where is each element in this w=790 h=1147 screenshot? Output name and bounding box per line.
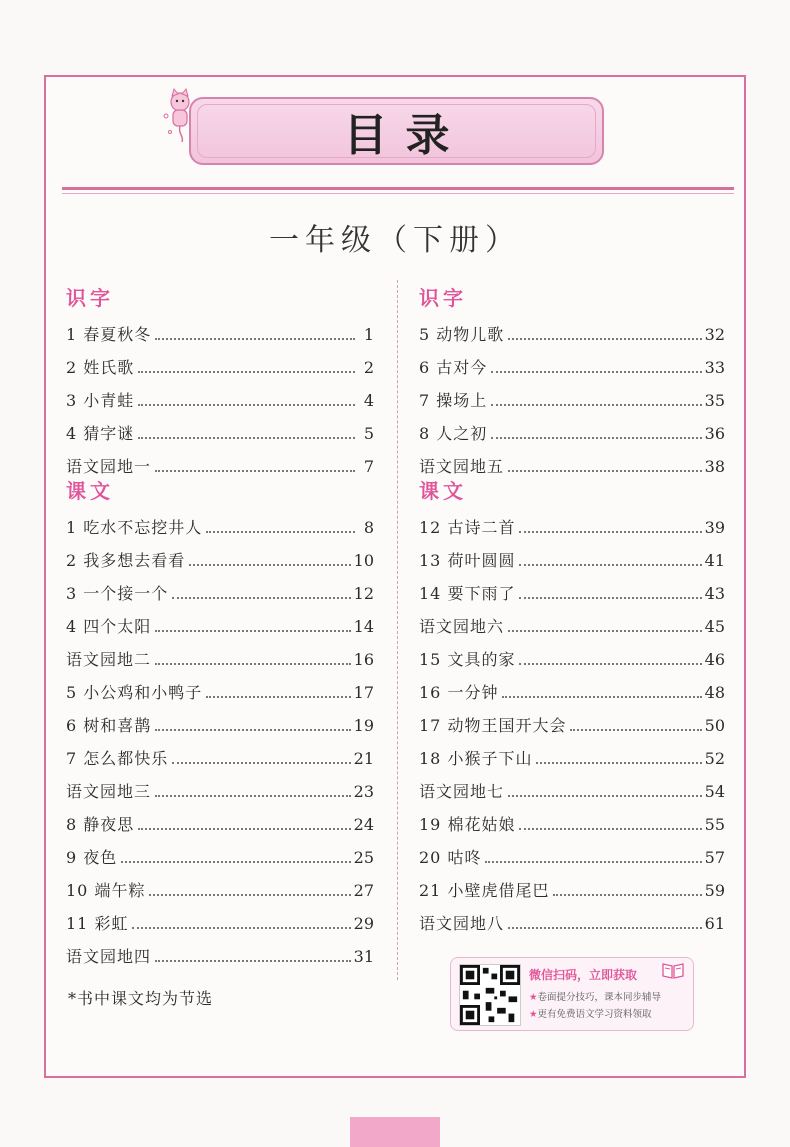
- divider-rule: [62, 187, 734, 190]
- grade-heading: 一年级（下册）: [269, 223, 521, 258]
- toc-entry-page: 38: [704, 457, 725, 476]
- dot-leader: [155, 337, 355, 340]
- toc-entry-page: 33: [704, 358, 725, 377]
- dot-leader: [519, 596, 701, 599]
- section-heading: 课文: [419, 479, 467, 503]
- toc-entry-page: 12: [353, 584, 374, 603]
- toc-entry-page: 7: [363, 457, 374, 476]
- toc-entry-title: 18 小猴子下山: [419, 749, 533, 768]
- dot-leader: [155, 728, 350, 731]
- toc-entry-title: 6 树和喜鹊: [66, 716, 152, 735]
- toc-entry-page: 4: [363, 391, 374, 410]
- qr-benefit-line: ★更有免费语文学习资料领取: [529, 1009, 652, 1020]
- toc-entry-page: 41: [704, 551, 725, 570]
- dot-leader: [508, 794, 702, 797]
- toc-entry[interactable]: [66, 505, 374, 538]
- dot-leader: [155, 629, 350, 632]
- toc-entry[interactable]: [66, 769, 374, 802]
- dot-leader: [155, 794, 351, 797]
- dot-leader: [155, 469, 355, 472]
- toc-entry-title: 8 静夜思: [66, 815, 135, 834]
- toc-entry-page: 61: [704, 914, 725, 933]
- qr-code-icon: [460, 965, 520, 1025]
- toc-entry[interactable]: [419, 345, 725, 378]
- dot-leader: [508, 337, 701, 340]
- toc-entry-page: 43: [704, 584, 725, 603]
- toc-entry-title: 12 古诗二首: [419, 518, 516, 537]
- dot-leader: [519, 563, 701, 566]
- qr-benefit-line: ★卷面提分技巧，课本同步辅导: [529, 992, 662, 1003]
- dot-leader: [121, 860, 350, 863]
- dot-leader: [536, 761, 701, 764]
- qr-code[interactable]: [459, 964, 521, 1026]
- toc-entry[interactable]: [419, 411, 725, 444]
- toc-entry[interactable]: [419, 901, 725, 934]
- toc-entry[interactable]: [66, 444, 374, 477]
- toc-entry-title: 10 端午粽: [66, 881, 146, 900]
- toc-entry-page: 10: [353, 551, 374, 570]
- toc-entry-page: 50: [704, 716, 725, 735]
- toc-entry[interactable]: [66, 868, 374, 901]
- toc-entry-page: 1: [363, 325, 374, 344]
- toc-entry-page: 27: [353, 881, 374, 900]
- dot-leader: [132, 926, 350, 929]
- toc-entry-title: 2 我多想去看看: [66, 551, 186, 570]
- toc-entry[interactable]: [66, 571, 374, 604]
- toc-entry-page: 52: [704, 749, 725, 768]
- toc-entry[interactable]: [66, 378, 374, 411]
- toc-entry-title: 3 一个接一个: [66, 584, 169, 603]
- toc-entry-title: 4 四个太阳: [66, 617, 152, 636]
- dot-leader: [206, 695, 350, 698]
- dot-leader: [206, 530, 355, 533]
- toc-entry-page: 2: [363, 358, 374, 377]
- page-title: 目录: [343, 110, 468, 161]
- toc-entry-title: 7 怎么都快乐: [66, 749, 169, 768]
- toc-entry[interactable]: [419, 312, 725, 345]
- toc-entry[interactable]: [66, 934, 374, 967]
- toc-entry-title: 2 姓氏歌: [66, 358, 135, 377]
- toc-entry[interactable]: [419, 505, 725, 538]
- dot-leader: [502, 695, 701, 698]
- dot-leader: [491, 370, 701, 373]
- dot-leader: [519, 662, 701, 665]
- dot-leader: [138, 403, 355, 406]
- dot-leader: [508, 469, 702, 472]
- toc-entry[interactable]: [419, 637, 725, 670]
- divider-rule-thin: [62, 193, 734, 194]
- toc-entry[interactable]: [419, 835, 725, 868]
- dot-leader: [189, 563, 350, 566]
- toc-entry-title: 语文园地四: [66, 947, 152, 966]
- toc-entry-title: 13 荷叶圆圆: [419, 551, 516, 570]
- dot-leader: [491, 436, 701, 439]
- toc-entry[interactable]: [66, 835, 374, 868]
- toc-entry-title: 5 动物儿歌: [419, 325, 505, 344]
- toc-entry-page: 14: [353, 617, 374, 636]
- toc-entry-page: 35: [704, 391, 725, 410]
- toc-entry-title: 11 彩虹: [66, 914, 129, 933]
- toc-entry[interactable]: [419, 670, 725, 703]
- toc-entry-page: 39: [704, 518, 725, 537]
- dot-leader: [155, 662, 351, 665]
- column-divider: [397, 280, 398, 980]
- toc-entry[interactable]: [419, 736, 725, 769]
- toc-entry-page: 24: [353, 815, 374, 834]
- toc-entry-title: 16 一分钟: [419, 683, 499, 702]
- toc-entry-title: 1 吃水不忘挖井人: [66, 518, 203, 537]
- toc-entry[interactable]: [66, 670, 374, 703]
- dot-leader: [138, 370, 355, 373]
- toc-entry-page: 23: [353, 782, 374, 801]
- section-heading: 课文: [66, 479, 114, 503]
- section-heading: 识字: [66, 286, 114, 310]
- toc-entry-page: 29: [353, 914, 374, 933]
- dot-leader: [155, 959, 351, 962]
- toc-entry-page: 32: [704, 325, 725, 344]
- toc-entry-title: 语文园地三: [66, 782, 152, 801]
- toc-entry-title: 语文园地一: [66, 457, 152, 476]
- toc-entry-title: 6 古对今: [419, 358, 488, 377]
- toc-entry-title: 21 小壁虎借尾巴: [419, 881, 550, 900]
- book-icon: [661, 962, 685, 980]
- dot-leader: [508, 629, 702, 632]
- toc-entry-title: 9 夜色: [66, 848, 118, 867]
- dot-leader: [570, 728, 701, 731]
- dot-leader: [149, 893, 350, 896]
- toc-entry-title: 19 棉花姑娘: [419, 815, 516, 834]
- toc-entry-title: 15 文具的家: [419, 650, 516, 669]
- toc-entry[interactable]: [66, 637, 374, 670]
- dot-leader: [553, 893, 701, 896]
- dot-leader: [491, 403, 701, 406]
- toc-entry-title: 20 咕咚: [419, 848, 482, 867]
- dot-leader: [172, 761, 350, 764]
- toc-entry-title: 3 小青蛙: [66, 391, 135, 410]
- toc-entry[interactable]: [419, 769, 725, 802]
- toc-entry-page: 36: [704, 424, 725, 443]
- toc-entry-title: 17 动物王国开大会: [419, 716, 567, 735]
- toc-entry-page: 45: [704, 617, 725, 636]
- section-heading: 识字: [419, 286, 467, 310]
- toc-entry-page: 17: [353, 683, 374, 702]
- qr-headline: 微信扫码，立即获取: [529, 968, 638, 982]
- toc-entry[interactable]: [66, 736, 374, 769]
- toc-entry[interactable]: [419, 571, 725, 604]
- toc-entry[interactable]: [419, 538, 725, 571]
- toc-entry-title: 1 春夏秋冬: [66, 325, 152, 344]
- toc-entry-page: 5: [363, 424, 374, 443]
- toc-entry[interactable]: [66, 802, 374, 835]
- dot-leader: [485, 860, 701, 863]
- toc-entry-page: 16: [353, 650, 374, 669]
- toc-entry-title: 语文园地七: [419, 782, 505, 801]
- toc-entry-title: 语文园地八: [419, 914, 505, 933]
- toc-entry[interactable]: [66, 604, 374, 637]
- toc-entry[interactable]: [419, 703, 725, 736]
- dot-leader: [519, 827, 701, 830]
- toc-entry[interactable]: [419, 378, 725, 411]
- toc-entry-title: 语文园地五: [419, 457, 505, 476]
- toc-entry[interactable]: [419, 444, 725, 477]
- dot-leader: [172, 596, 350, 599]
- dot-leader: [519, 530, 701, 533]
- toc-entry-page: 48: [704, 683, 725, 702]
- toc-entry-page: 54: [704, 782, 725, 801]
- dot-leader: [508, 926, 702, 929]
- title-banner: [189, 97, 604, 165]
- toc-entry[interactable]: [66, 411, 374, 444]
- footnote: *书中课文均为节选: [68, 989, 214, 1008]
- toc-entry-page: 8: [363, 518, 374, 537]
- toc-entry-page: 46: [704, 650, 725, 669]
- dot-leader: [138, 436, 355, 439]
- toc-entry-title: 5 小公鸡和小鸭子: [66, 683, 203, 702]
- qr-promo-panel: [450, 957, 694, 1031]
- toc-entry[interactable]: [66, 345, 374, 378]
- toc-entry[interactable]: [419, 802, 725, 835]
- toc-entry-page: 59: [704, 881, 725, 900]
- toc-entry-page: 19: [353, 716, 374, 735]
- toc-entry-page: 55: [704, 815, 725, 834]
- toc-left-column: [66, 284, 374, 967]
- toc-entry-title: 语文园地六: [419, 617, 505, 636]
- toc-entry[interactable]: [66, 703, 374, 736]
- page-tab-marker: [350, 1117, 440, 1147]
- toc-entry[interactable]: [66, 538, 374, 571]
- toc-entry-page: 25: [353, 848, 374, 867]
- toc-entry-page: 31: [353, 947, 374, 966]
- toc-entry[interactable]: [66, 901, 374, 934]
- dot-leader: [138, 827, 350, 830]
- toc-entry-title: 8 人之初: [419, 424, 488, 443]
- toc-entry-title: 语文园地二: [66, 650, 152, 669]
- toc-entry-page: 57: [704, 848, 725, 867]
- toc-entry-page: 21: [353, 749, 374, 768]
- toc-entry-title: 7 操场上: [419, 391, 488, 410]
- toc-right-column: [419, 284, 725, 934]
- toc-entry[interactable]: [66, 312, 374, 345]
- toc-entry-title: 4 猜字谜: [66, 424, 135, 443]
- toc-entry-title: 14 要下雨了: [419, 584, 516, 603]
- toc-entry[interactable]: [419, 604, 725, 637]
- toc-entry[interactable]: [419, 868, 725, 901]
